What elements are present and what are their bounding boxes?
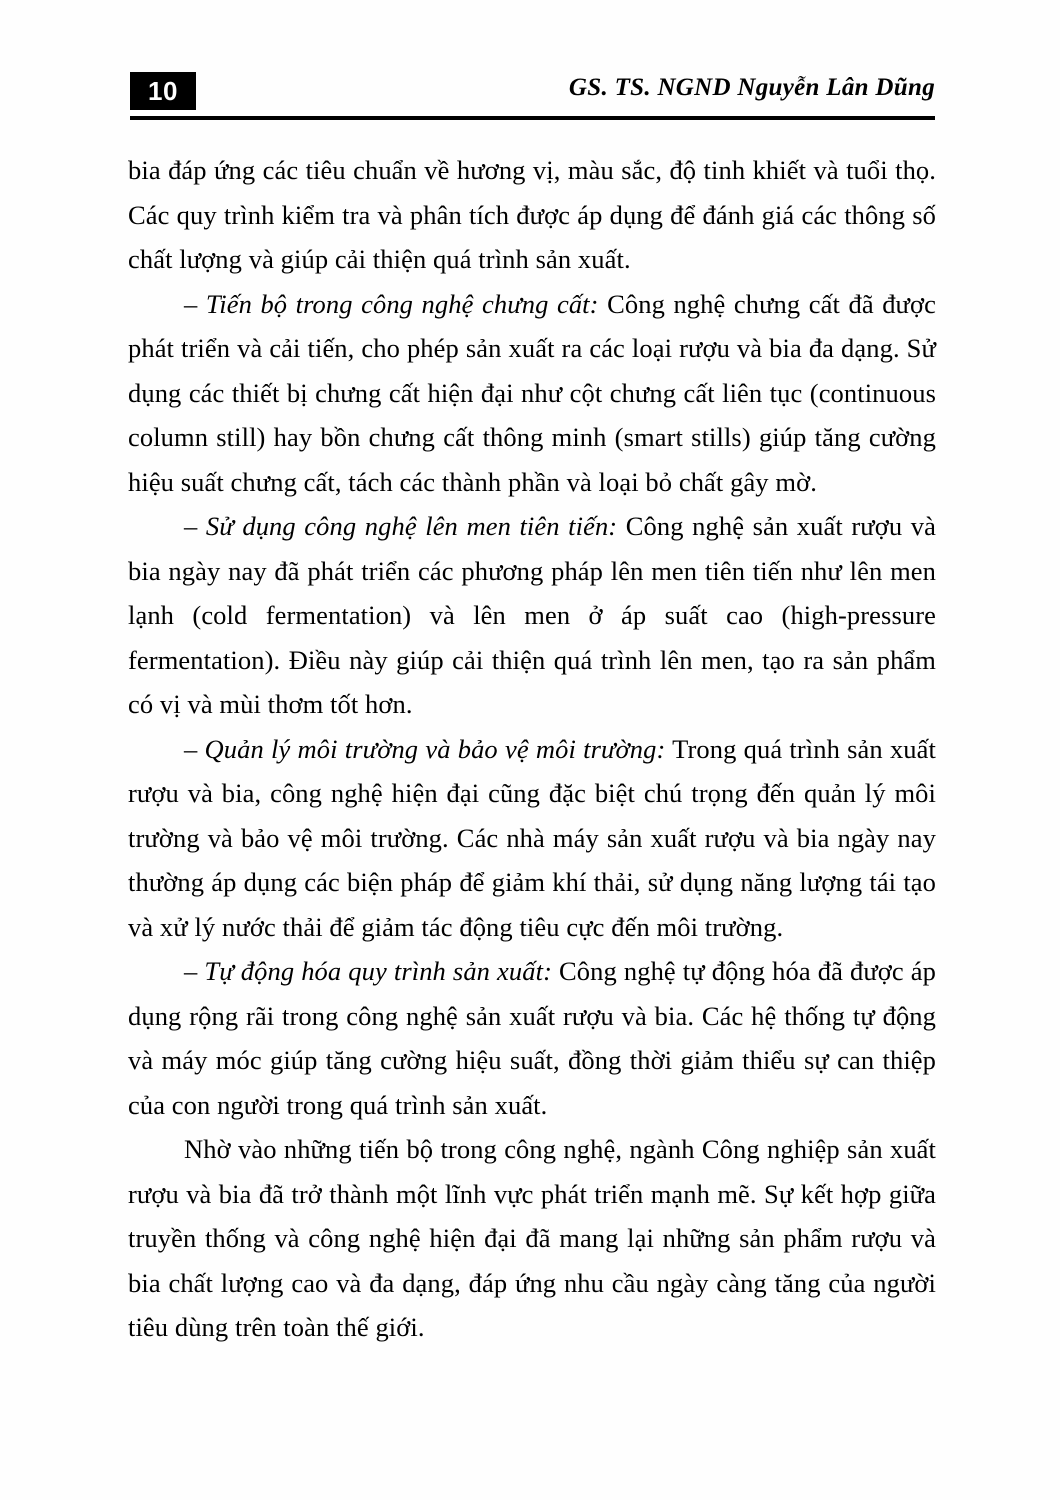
paragraph	[128, 727, 936, 950]
paragraph	[128, 148, 936, 282]
paragraph-text: Công nghệ sản xuất rượu và bia ngày nay đã phát triển các phương pháp lên men tiên tiến như lên men lạnh (cold fermentation) và lên men ở áp suất cao (high-pressure fermentation). Điều này giúp cải thiện quá trình lên men, tạo ra sản phẩm có vị và mùi thơm tốt hơn.	[128, 511, 936, 719]
paragraph-text: bia đáp ứng các tiêu chuẩn về hương vị, màu sắc, độ tinh khiết và tuổi thọ. Các quy trình kiểm tra và phân tích được áp dụng để đánh giá các thông số chất lượng và giúp cải thiện quá trình sản xuất.	[128, 155, 936, 274]
paragraph-text: Trong quá trình sản xuất rượu và bia, công nghệ hiện đại cũng đặc biệt chú trọng đến quản lý môi trường và bảo vệ môi trường. Các nhà máy sản xuất rượu và bia ngày nay thường áp dụng các biện pháp để giảm khí thải, sử dụng năng lượng tái tạo và xử lý nước thải để giảm tác động tiêu cực đến môi trường.	[128, 733, 936, 942]
page-header	[130, 72, 935, 120]
paragraph-lead: – Quản lý môi trường và bảo vệ môi trường:	[184, 733, 666, 764]
paragraph-lead: – Tiến bộ trong công nghệ chưng cất:	[184, 288, 599, 319]
paragraph	[128, 1127, 936, 1350]
paragraph-lead: – Sử dụng công nghệ lên men tiên tiến:	[184, 511, 618, 541]
paragraph-text: Công nghệ chưng cất đã được phát triển và cải tiến, cho phép sản xuất ra các loại rượu và bia đa dạng. Sử dụng các thiết bị chưng cất hiện đại như cột chưng cất liên tục (continuous column still) hay bồn chưng cất thông minh (smart stills) giúp tăng cường hiệu suất chưng cất, tách các thành phần và loại bỏ chất gây mờ.	[128, 288, 936, 497]
running-title: GS. TS. NGND Nguyễn Lân Dũng	[568, 74, 935, 101]
paragraph	[128, 504, 936, 727]
page-body	[128, 148, 936, 1350]
paragraph-text: Nhờ vào những tiến bộ trong công nghệ, ngành Công nghiệp sản xuất rượu và bia đã trở thành một lĩnh vực phát triển mạnh mẽ. Sự kết hợp giữa truyền thống và công nghệ hiện đại đã mang lại những sản phẩm rượu và bia chất lượng cao và đa dạng, đáp ứng nhu cầu ngày càng tăng của người tiêu dùng trên toàn thế giới.	[128, 1134, 936, 1342]
paragraph	[128, 949, 936, 1127]
paragraph-lead: – Tự động hóa quy trình sản xuất:	[184, 956, 552, 986]
paragraph-text: Công nghệ tự động hóa đã được áp dụng rộng rãi trong công nghệ sản xuất rượu và bia. Các hệ thống tự động và máy móc giúp tăng cường hiệu suất, đồng thời giảm thiểu sự can thiệp của con người trong quá trình sản xuất.	[128, 956, 936, 1120]
header-divider	[130, 116, 935, 120]
paragraph	[128, 282, 936, 505]
page-number: 10	[130, 72, 196, 110]
